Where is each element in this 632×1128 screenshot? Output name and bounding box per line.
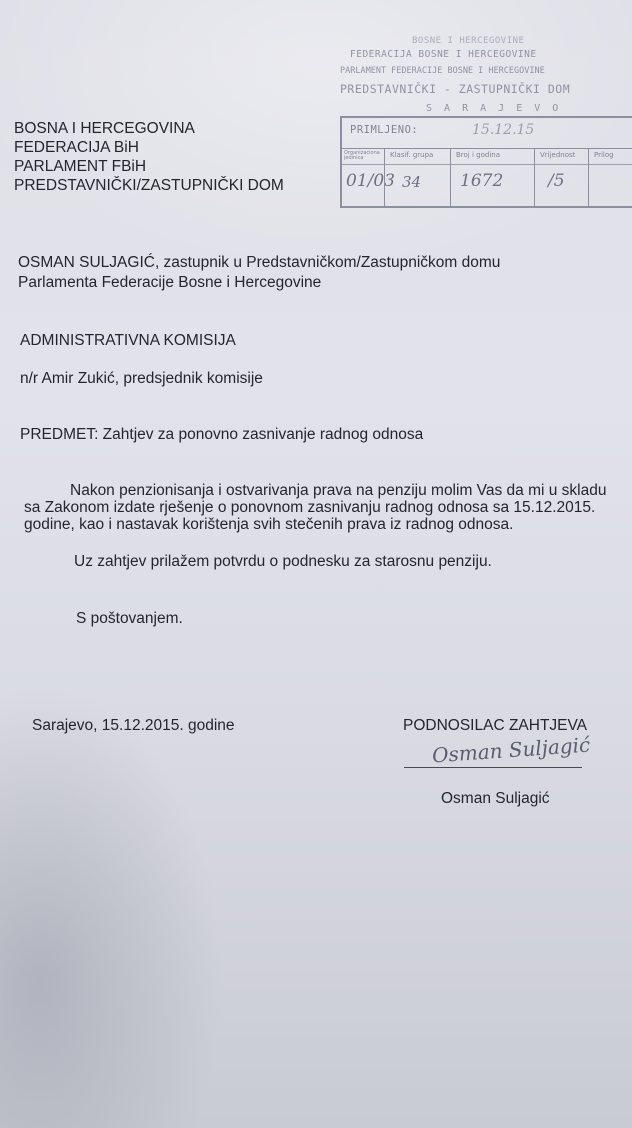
stamp-value-broj: 1672: [460, 171, 504, 191]
stamp-value-org: 01/03: [346, 171, 395, 191]
sender-line-1: OSMAN SULJAGIĆ, zastupnik u Predstavničkom/Zastupničkom domu: [18, 254, 501, 271]
stamp-value-klasif: 34: [402, 173, 422, 191]
stamp-received-label: PRIMLJENO:: [350, 124, 419, 136]
stamp-line-5: S A R A J E V O: [426, 103, 562, 114]
stamp-col-prilog: Prilog: [594, 151, 614, 159]
header-line-2: FEDERACIJA BiH: [14, 139, 139, 156]
stamp-divider: [588, 148, 589, 206]
stamp-col-vrijednost: Vrijednost: [540, 151, 576, 159]
place-date: Sarajevo, 15.12.2015. godine: [32, 717, 235, 734]
stamp-line-4: PREDSTAVNIČKI - ZASTUPNIČKI DOM: [340, 82, 571, 96]
stamp-col-klasif: Klasif. grupa: [390, 151, 434, 159]
attention-line: n/r Amir Zukić, predsjednik komisije: [20, 370, 263, 387]
body-line-1: Nakon penzionisanja i ostvarivanja prava na penziju molim Vas da mi u skladu: [70, 482, 607, 499]
header-line-4: PREDSTAVNIČKI/ZASTUPNIČKI DOM: [14, 177, 284, 194]
subject-line: PREDMET: Zahtjev za ponovno zasnivanje radnog odnosa: [20, 426, 424, 443]
header-line-1: BOSNA I HERCEGOVINA: [14, 120, 195, 137]
header-line-3: PARLAMENT FBiH: [14, 158, 147, 175]
stamp-line-3: PARLAMENT FEDERACIJE BOSNE I HERCEGOVINE: [340, 66, 545, 76]
stamp-value-vrijednost: /5: [548, 171, 565, 191]
signature-title: PODNOSILAC ZAHTJEVA: [403, 717, 588, 734]
stamp-received-row: [342, 118, 632, 149]
attachment-note: Uz zahtjev prilažem potvrdu o podnesku za starosnu penziju.: [74, 553, 492, 570]
handwritten-signature: Osman Suljagić: [431, 732, 591, 768]
stamp-col-broj: Broj i godina: [456, 151, 500, 159]
stamp-table: [340, 116, 632, 208]
stamp-line-2: FEDERACIJA BOSNE I HERCEGOVINE: [350, 49, 537, 60]
body-line-2: sa Zakonom izdate rješenje o ponovnom zasnivanju radnog odnosa sa 15.12.2015.: [24, 499, 596, 516]
stamp-col-org: Organizaciona jedinica: [344, 150, 380, 161]
stamp-divider: [450, 148, 451, 206]
body-line-3: godine, kao i nastavak korištenja svih stečenih prava iz radnog odnosa.: [24, 516, 514, 533]
recipient: ADMINISTRATIVNA KOMISIJA: [20, 332, 236, 349]
signature-line: [404, 767, 582, 768]
stamp-received-date: 15.12.15: [472, 122, 535, 138]
stamp-line-1: BOSNE I HERCEGOVINE: [412, 36, 525, 46]
closing: S poštovanjem.: [76, 610, 183, 627]
stamp-divider: [534, 148, 535, 206]
stamp-divider: [384, 148, 385, 206]
sender-line-2: Parlamenta Federacije Bosne i Hercegovine: [18, 274, 322, 291]
signer-name: Osman Suljagić: [441, 790, 550, 807]
